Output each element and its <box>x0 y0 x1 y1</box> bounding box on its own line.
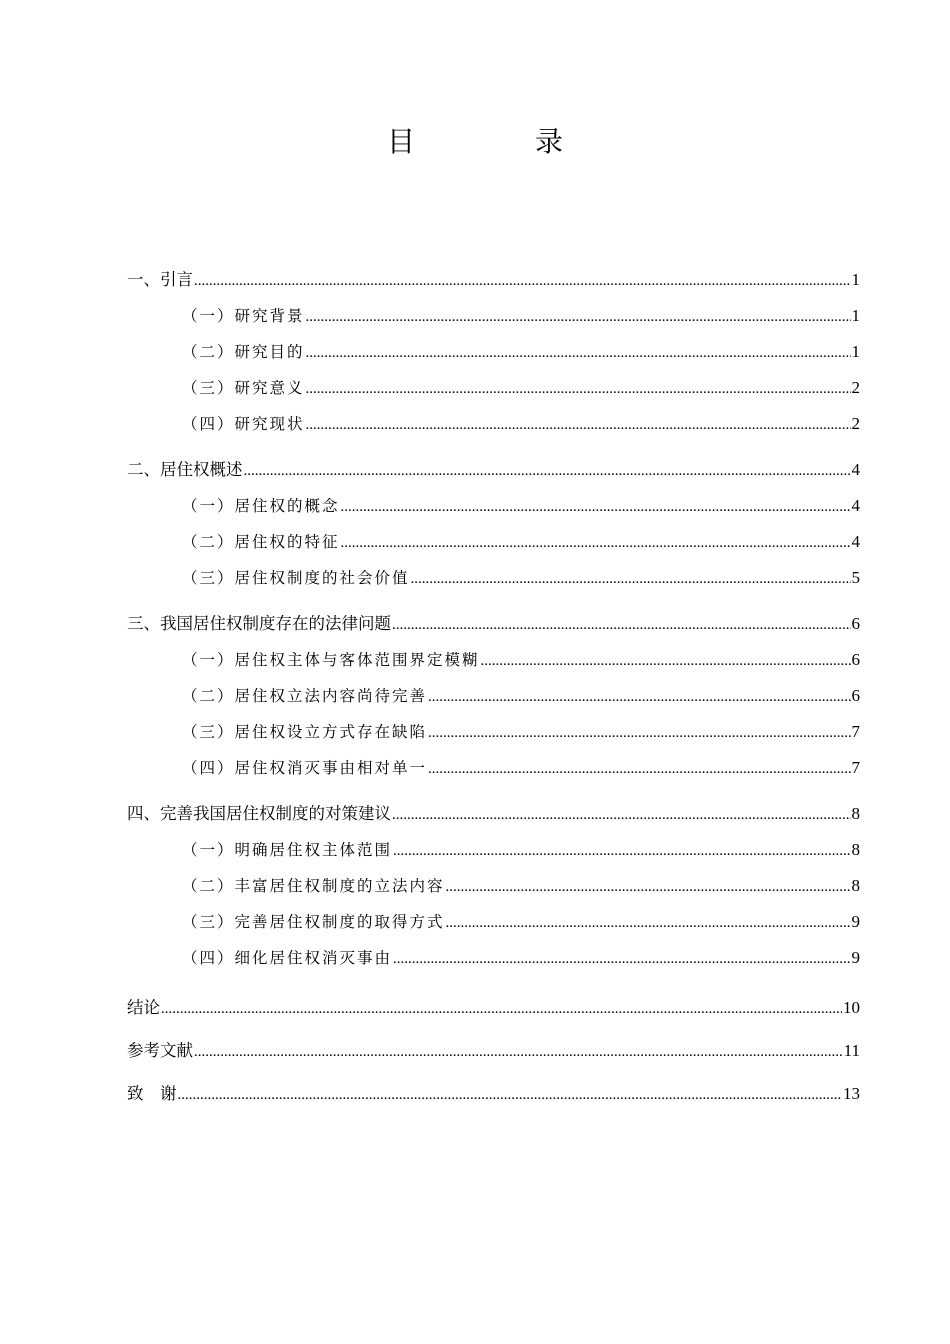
toc-entry-chapter-4[interactable] <box>127 796 860 832</box>
toc-page-number: 1 <box>851 306 860 325</box>
dot-leader <box>446 869 851 905</box>
dot-leader <box>393 833 850 869</box>
dot-leader <box>161 988 842 1031</box>
toc-entry-conclusion[interactable] <box>127 986 860 1029</box>
dot-leader <box>411 561 851 597</box>
toc-entry-label: （四）细化居住权消灭事由 <box>182 949 393 967</box>
toc-entry-section[interactable] <box>127 868 860 904</box>
toc-page-number: 2 <box>851 378 860 397</box>
toc-page-number: 4 <box>851 460 860 479</box>
toc-entry-label: 三、我国居住权制度存在的法律问题 <box>127 614 391 633</box>
toc-entry-label: （二）居住权立法内容尚待完善 <box>182 687 428 705</box>
dot-leader <box>428 715 850 751</box>
dot-leader <box>392 797 851 833</box>
toc-entry-section[interactable] <box>127 370 860 406</box>
toc-entry-chapter-2[interactable] <box>127 452 860 488</box>
toc-entry-section[interactable] <box>127 714 860 750</box>
toc-page-number: 4 <box>851 496 860 515</box>
toc-page-number: 9 <box>851 912 860 931</box>
toc-entry-label: （三）居住权制度的社会价值 <box>182 569 410 587</box>
dot-leader <box>306 299 851 335</box>
toc-entry-label: （三）研究意义 <box>182 379 305 397</box>
toc-entry-label: 参考文献 <box>127 1041 193 1060</box>
toc-entry-label: 结论 <box>127 998 160 1017</box>
toc-page-number: 6 <box>851 686 860 705</box>
page-title: 目 录 <box>386 125 609 158</box>
dot-leader <box>306 335 851 371</box>
toc-entry-label: （一）明确居住权主体范围 <box>182 841 393 859</box>
dot-leader <box>194 263 851 299</box>
toc-entry-label: （三）完善居住权制度的取得方式 <box>182 913 445 931</box>
toc-page-number: 13 <box>843 1084 860 1103</box>
toc-entry-label: （四）居住权消灭事由相对单一 <box>182 759 428 777</box>
dot-leader <box>194 1031 843 1074</box>
dot-leader <box>446 905 851 941</box>
toc-entry-section[interactable] <box>127 406 860 442</box>
toc-entry-section[interactable] <box>127 642 860 678</box>
dot-leader <box>306 371 851 407</box>
table-of-contents <box>127 262 860 1115</box>
toc-page-number: 4 <box>851 532 860 551</box>
toc-page-number: 11 <box>843 1041 860 1060</box>
dot-leader <box>392 607 851 643</box>
toc-page-number: 7 <box>851 758 860 777</box>
toc-entry-section[interactable] <box>127 904 860 940</box>
toc-page-number: 1 <box>851 270 860 289</box>
dot-leader <box>178 1074 843 1117</box>
toc-entry-section[interactable] <box>127 750 860 786</box>
dot-leader <box>481 643 851 679</box>
toc-entry-section[interactable] <box>127 524 860 560</box>
toc-entry-label: （一）居住权主体与客体范围界定模糊 <box>182 651 480 669</box>
dot-leader <box>306 407 851 443</box>
toc-entry-references[interactable] <box>127 1029 860 1072</box>
dot-leader <box>244 453 851 489</box>
toc-page-number: 2 <box>851 414 860 433</box>
toc-entry-label: （三）居住权设立方式存在缺陷 <box>182 723 428 741</box>
dot-leader <box>428 751 850 787</box>
toc-entry-section[interactable] <box>127 560 860 596</box>
toc-page-number: 8 <box>851 840 860 859</box>
toc-entry-label: （一）研究背景 <box>182 307 305 325</box>
toc-entry-label: 一、引言 <box>127 270 193 289</box>
toc-entry-label: 致 谢 <box>127 1084 177 1103</box>
toc-entry-label: （二）居住权的特征 <box>182 533 340 551</box>
toc-entry-label: （一）居住权的概念 <box>182 497 340 515</box>
toc-entry-section[interactable] <box>127 298 860 334</box>
toc-page-number: 5 <box>851 568 860 587</box>
toc-entry-section[interactable] <box>127 334 860 370</box>
toc-entry-section[interactable] <box>127 678 860 714</box>
toc-page-number: 8 <box>851 804 860 823</box>
toc-entry-acknowledgements[interactable] <box>127 1072 860 1115</box>
toc-entry-label: 二、居住权概述 <box>127 460 243 479</box>
toc-page-number: 9 <box>851 948 860 967</box>
dot-leader <box>341 525 851 561</box>
toc-entry-label: （二）丰富居住权制度的立法内容 <box>182 877 445 895</box>
toc-page-number: 1 <box>851 342 860 361</box>
toc-page-number: 8 <box>851 876 860 895</box>
toc-page-number: 6 <box>851 614 860 633</box>
dot-leader <box>428 679 850 715</box>
dot-leader <box>393 941 850 977</box>
toc-entry-label: （二）研究目的 <box>182 343 305 361</box>
toc-entry-chapter-3[interactable] <box>127 606 860 642</box>
toc-page-number: 6 <box>851 650 860 669</box>
dot-leader <box>341 489 851 525</box>
toc-entry-section[interactable] <box>127 940 860 976</box>
toc-entry-chapter-1[interactable] <box>127 262 860 298</box>
toc-page-number: 10 <box>843 998 860 1017</box>
toc-entry-section[interactable] <box>127 832 860 868</box>
toc-entry-label: （四）研究现状 <box>182 415 305 433</box>
toc-entry-label: 四、完善我国居住权制度的对策建议 <box>127 804 391 823</box>
toc-entry-section[interactable] <box>127 488 860 524</box>
toc-page-number: 7 <box>851 722 860 741</box>
